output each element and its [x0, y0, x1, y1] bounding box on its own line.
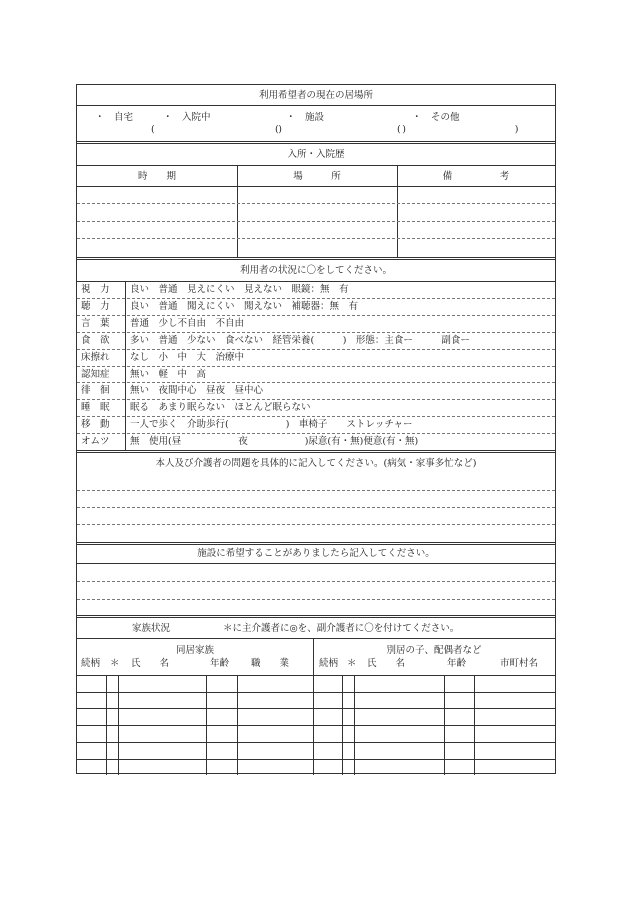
family-split	[313, 638, 314, 775]
status-row-line	[77, 332, 555, 333]
requests-line[interactable]	[77, 599, 555, 600]
divider	[77, 675, 555, 676]
history-title: 入所・入院歴	[287, 149, 345, 160]
status-row-line	[77, 349, 555, 350]
requests-title: 施設に希望することがありましたら記入してください。	[197, 548, 435, 559]
col-divider	[237, 165, 238, 257]
family-row-line	[77, 692, 555, 693]
separate-col-city: 市町村名	[500, 658, 539, 669]
divider	[77, 544, 555, 545]
status-row-line	[77, 416, 555, 417]
requests-line[interactable]	[77, 581, 555, 582]
separate-col-age: 年齢	[447, 658, 467, 669]
separate-col-relation: 続柄	[319, 658, 339, 669]
option-home[interactable]: ・ 自宅	[95, 112, 134, 123]
status-label: 食 欲	[81, 334, 110, 346]
divider	[77, 563, 555, 564]
facility-name-field[interactable]: ( )	[275, 124, 406, 135]
history-row-line[interactable]	[77, 238, 555, 239]
status-row-line	[77, 366, 555, 367]
separate-col-star: ＊	[347, 658, 357, 669]
status-options[interactable]: 良い 普通 聞えにくい 聞えない 補聴器：無 有	[130, 300, 359, 312]
other-name-field[interactable]: ( )	[397, 124, 519, 135]
status-options[interactable]: 普通 少し不自由 不自由	[130, 317, 245, 329]
status-row-line	[77, 433, 555, 434]
divider	[77, 542, 555, 543]
status-label: 聴 力	[81, 300, 110, 312]
family-title: 家族状況	[132, 623, 171, 634]
divider	[77, 143, 555, 144]
family-note: ＊に主介護者に◎を、副介護者に〇を付けてください。	[223, 623, 460, 634]
history-row-line[interactable]	[77, 221, 555, 222]
family-row-line	[77, 759, 555, 760]
status-label: 言 葉	[81, 317, 110, 329]
cohabiting-col-star: ＊	[110, 658, 120, 669]
option-facility[interactable]: ・ 施設	[286, 112, 325, 123]
divider	[77, 617, 555, 618]
status-label: 移 動	[81, 419, 110, 431]
status-options[interactable]: 眠る あまり眠らない ほとんど眠らない	[130, 402, 311, 414]
history-col-place: 場 所	[293, 171, 341, 182]
problems-line[interactable]	[77, 507, 555, 508]
status-options[interactable]: なし 小 中 大 治療中	[130, 351, 245, 363]
status-options[interactable]: 無い 夜間中心 昼夜 昼中心	[130, 385, 264, 397]
separate-col-name: 氏 名	[367, 658, 406, 669]
history-row-line[interactable]	[77, 203, 555, 204]
status-options[interactable]: 良い 普通 見えにくい 見えない 眼鏡：無 有	[130, 284, 349, 295]
divider	[77, 165, 555, 166]
option-hospital[interactable]: ・ 入院中	[163, 112, 211, 123]
status-label: 徘 徊	[81, 385, 110, 397]
divider	[77, 259, 555, 260]
status-label: 睡 眠	[81, 402, 110, 414]
status-label: オムツ	[81, 436, 110, 448]
problems-title: 本人及び介護者の問題を具体的に記入してください。(病気・家事多忙など)	[155, 458, 477, 469]
status-row-line	[77, 315, 555, 316]
divider	[77, 281, 555, 282]
cohabiting-col-age: 年齢	[210, 658, 230, 669]
history-col-time: 時 期	[137, 171, 176, 182]
divider	[77, 257, 555, 258]
hospital-name-field[interactable]: ( )	[151, 124, 282, 135]
problems-line[interactable]	[77, 524, 555, 525]
cohabiting-col-name: 氏 名	[131, 658, 170, 669]
family-row-line	[77, 725, 555, 726]
status-options[interactable]: 多い 普通 少ない 食べない 経管栄養( ) 形態：主食ー 副食ー	[130, 334, 470, 346]
status-row-line	[77, 399, 555, 400]
family-row-line	[77, 742, 555, 743]
divider	[77, 452, 555, 453]
care-application-form	[76, 84, 556, 774]
status-options[interactable]: 一人で歩く 介助歩行( ) 車椅子 ストレッチャー	[130, 419, 413, 431]
divider	[77, 450, 555, 451]
option-other[interactable]: ・ その他	[412, 112, 460, 123]
status-options[interactable]: 無 使用(昼 夜 )尿意(有・無)便意(有・無)	[130, 436, 419, 448]
family-row-line	[77, 708, 555, 709]
cohabiting-col-job: 職 業	[251, 658, 290, 669]
problems-line[interactable]	[77, 490, 555, 491]
status-row-line	[77, 382, 555, 383]
cohabiting-title: 同居家族	[175, 645, 214, 656]
col-divider	[397, 165, 398, 257]
separate-title: 別居の子、配偶者など	[386, 645, 482, 656]
status-row-line	[77, 298, 555, 299]
status-label: 床擦れ	[81, 351, 110, 363]
status-title: 利用者の状況に〇をしてください。	[239, 265, 392, 276]
status-label: 認知症	[81, 368, 110, 380]
status-options[interactable]: 無い 軽 中 高	[130, 368, 207, 380]
divider	[77, 638, 555, 639]
divider	[77, 186, 555, 187]
cohabiting-col-relation: 続柄	[81, 658, 101, 669]
residence-title: 利用希望者の現在の居場所	[258, 90, 373, 101]
divider	[77, 141, 555, 142]
divider	[77, 615, 555, 616]
status-label: 視 力	[81, 284, 110, 295]
divider	[77, 105, 555, 106]
history-col-notes: 備 考	[442, 171, 510, 182]
